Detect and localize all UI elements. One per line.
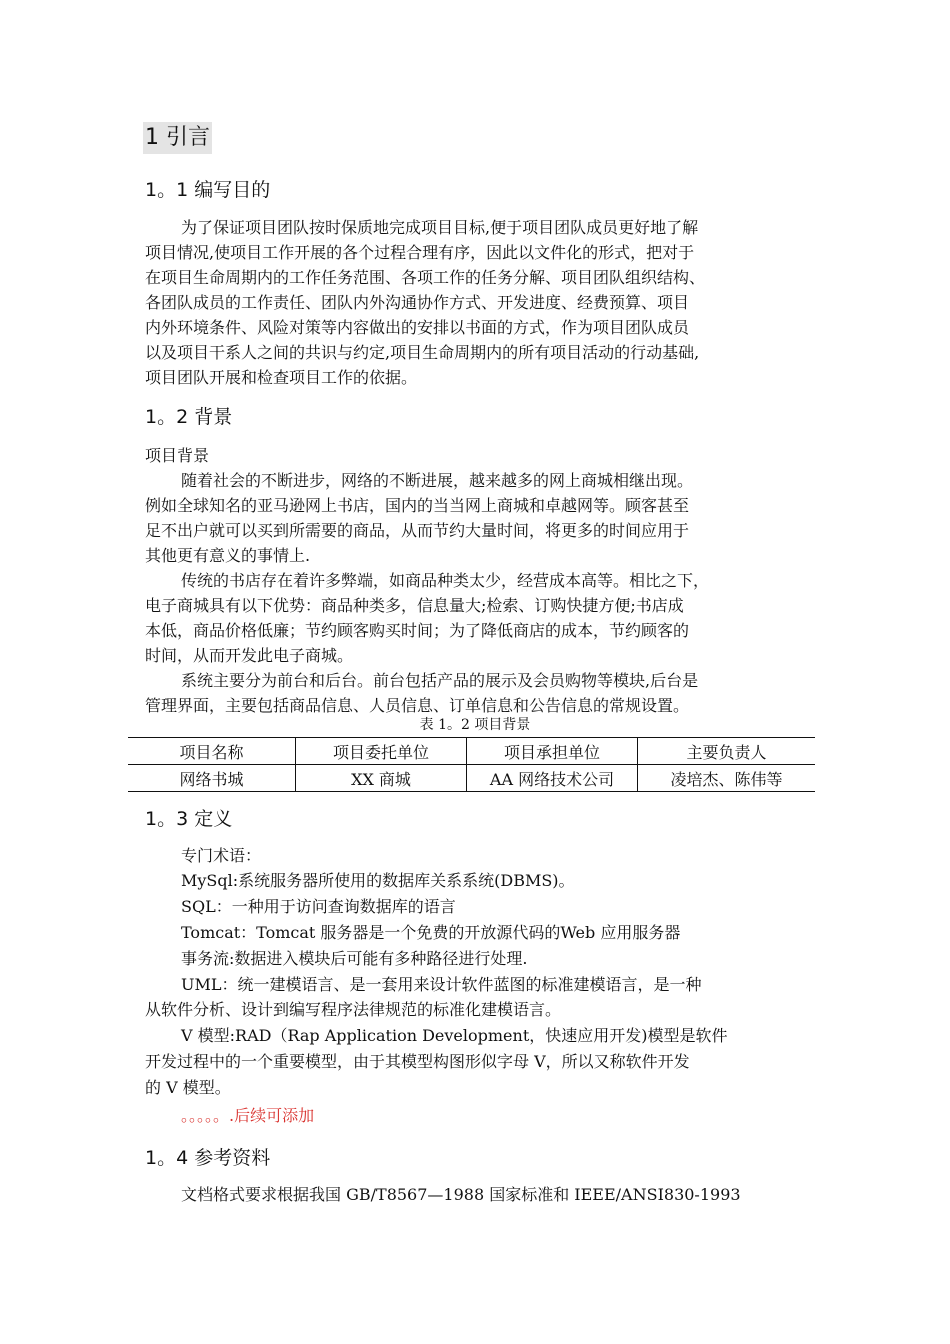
table-row (128, 765, 815, 792)
section-1-2-heading: 1。2 背景 (145, 406, 233, 428)
definition-line: MySql:系统服务器所使用的数据库关系系统(DBMS)。 (181, 871, 575, 890)
definition-line: SQL：一种用于访问查询数据库的语言 (181, 897, 456, 916)
background-line: 例如全球知名的亚马逊网上书店，国内的当当网上商城和卓越网等。顾客甚至 (145, 496, 690, 515)
table-header-cell: 项目委托单位 (296, 738, 467, 765)
project-background-table (128, 737, 815, 792)
table-header-row (128, 738, 815, 765)
purpose-line: 各团队成员的工作责任、团队内外沟通协作方式、开发进度、经费预算、项目 (145, 293, 690, 312)
table-cell: XX 商城 (296, 765, 467, 792)
background-subtitle: 项目背景 (145, 446, 210, 465)
section-1-4-heading: 1。4 参考资料 (145, 1147, 271, 1169)
purpose-line: 在项目生命周期内的工作任务范围、各项工作的任务分解、项目团队组织结构、 (145, 268, 706, 287)
definition-line: UML：统一建模语言、是一套用来设计软件蓝图的标准建模语言，是一种 (181, 975, 702, 994)
table-cell: AA 网络技术公司 (467, 765, 638, 792)
definition-line: V 模型:RAD（Rap Application Development，快速应用开发)模型是软件 (181, 1026, 728, 1045)
definition-line: 专门术语： (181, 846, 262, 865)
references-line: 文档格式要求根据我国 GB/T8567—1988 国家标准和 IEEE/ANSI830-1993 (181, 1185, 741, 1204)
purpose-line: 为了保证项目团队按时保质地完成项目目标,便于项目团队成员更好地了解 (181, 218, 699, 237)
section-1-heading: 1 引言 (143, 122, 212, 154)
background-line: 系统主要分为前台和后台。前台包括产品的展示及会员购物等模块,后台是 (181, 671, 699, 690)
table-cell: 网络书城 (128, 765, 296, 792)
definition-line: 开发过程中的一个重要模型，由于其模型构图形似字母 V，所以又称软件开发 (145, 1052, 690, 1071)
background-line: 随着社会的不断进步，网络的不断进展，越来越多的网上商城相继出现。 (181, 471, 694, 490)
purpose-line: 项目团队开展和检查项目工作的依据。 (145, 368, 418, 387)
table-header-cell: 主要负责人 (638, 738, 816, 765)
background-line: 本低，商品价格低廉；节约顾客购买时间；为了降低商店的成本，节约顾客的 (145, 621, 690, 640)
purpose-line: 以及项目干系人之间的共识与约定,项目生命周期内的所有项目活动的行动基础, (145, 343, 700, 362)
section-1-3-heading: 1。3 定义 (145, 808, 233, 830)
definition-line: 从软件分析、设计到编写程序法律规范的标准化建模语言。 (145, 1000, 562, 1019)
definition-line: 的 V 模型。 (145, 1078, 231, 1097)
background-line: 传统的书店存在着许多弊端，如商品种类太少，经营成本高等。相比之下， (181, 571, 710, 590)
definition-line: 事务流:数据进入模块后可能有多种路径进行处理. (181, 949, 528, 968)
table-header-cell: 项目名称 (128, 738, 296, 765)
background-line: 时间，从而开发此电子商城。 (145, 646, 354, 665)
table-cell: 凌培杰、陈伟等 (638, 765, 816, 792)
definition-line: Tomcat：Tomcat 服务器是一个免费的开放源代码的Web 应用服务器 (181, 923, 681, 942)
purpose-line: 项目情况,使项目工作开展的各个过程合理有序，因此以文件化的形式，把对于 (145, 243, 695, 262)
background-line: 电子商城具有以下优势：商品种类多，信息量大;检索、订购快捷方便;书店成 (145, 596, 684, 615)
purpose-line: 内外环境条件、风险对策等内容做出的安排以书面的方式，作为项目团队成员 (145, 318, 690, 337)
section-1-1-heading: 1。1 编写目的 (145, 179, 271, 201)
background-line: 其他更有意义的事情上. (145, 546, 311, 565)
table-caption: 表 1。2 项目背景 (419, 717, 531, 733)
background-line: 管理界面，主要包括商品信息、人员信息、订单信息和公告信息的常规设置。 (145, 696, 690, 715)
background-line: 足不出户就可以买到所需要的商品，从而节约大量时间，将更多的时间应用于 (145, 521, 690, 540)
to-be-continued-note: 。。。。。.后续可添加 (181, 1106, 315, 1125)
table-header-cell: 项目承担单位 (467, 738, 638, 765)
